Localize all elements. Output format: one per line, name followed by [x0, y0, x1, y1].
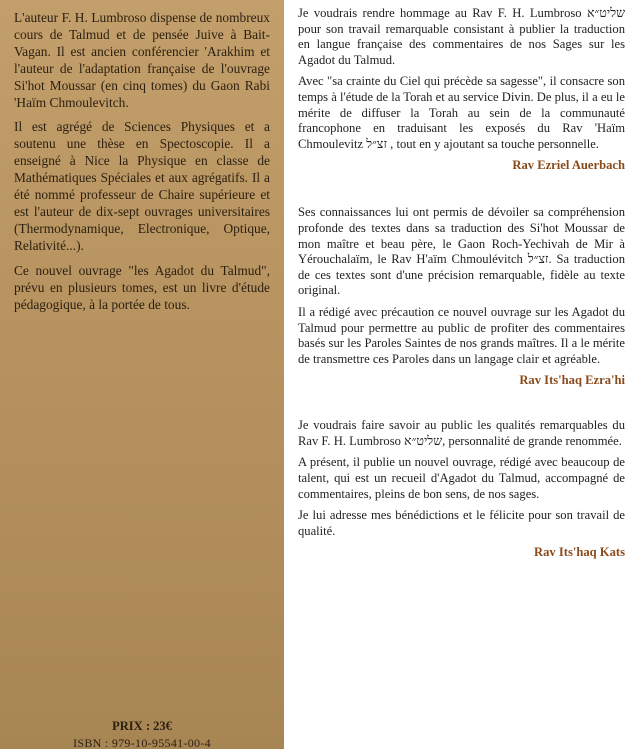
- testimonial-2-signature: Rav Its'haq Ezra'hi: [519, 373, 625, 388]
- testimonial-3-signature: Rav Its'haq Kats: [534, 545, 625, 560]
- testimonial-1-paragraph-1: Je voudrais rendre hommage au Rav F. H. Lumbroso שליט״א pour son travail remarquable consistant à publier la traduction en langue française des commentaires de nos Sages sur les Agadot du Talmud.: [298, 6, 625, 67]
- spacer: [298, 173, 625, 205]
- bio-paragraph-1: L'auteur F. H. Lumbroso dispense de nombreux cours de Talmud et de pensée Juive à Bait-Vagan. Il est ancien conférencier 'Arakhim et l'auteur de l'adaptation française de l'ouvrage Si'hot Moussar (en cinq tomes) du Gaon Rabi 'Haïm Chmoulevitch.: [14, 10, 270, 110]
- testimonial-1-paragraph-2: Avec "sa crainte du Ciel qui précède sa sagesse", il consacre son temps à l'étude de la Torah et au service Divin. De plus, il a eu le mérite de diffuser la Torah au sein de la communauté francophone en traduisant les exposés du Rav 'Haïm Chmoulevitz זצ״ל , tout en y ajoutant sa touche personnelle.: [298, 74, 625, 151]
- spacer: [298, 388, 625, 418]
- testimonial-3: [298, 418, 625, 560]
- testimonial-2-paragraph-1: Ses connaissances lui ont permis de dévoiler sa compréhension profonde des textes dans sa traduction des Si'hot Moussar de mon maître et beau père, le Gaon Roch-Yechivah de Mir à Yérouchalaïm, le Rav H'aïm Chmoulévitch זצ״ל. Sa traduction de ces textes sont d'une précision remarquable, fidèle au texte original.: [298, 205, 625, 298]
- testimonial-3-paragraph-3: Je lui adresse mes bénédictions et le félicite pour son travail de qualité.: [298, 508, 625, 538]
- testimonial-2: [298, 205, 625, 388]
- testimonials-panel: [284, 0, 639, 749]
- bio-paragraph-2: Il est agrégé de Sciences Physiques et a soutenu une thèse en Spectoscopie. Il a enseigné à Nice la Physique en classe de Mathématiques Spéciales et aux agrégatifs. Il a été nommé professeur de Chaire supérieure et est l'auteur de dix-sept ouvrages universitaires (Thermodynamique, Electronique, Optique, Relativité...).: [14, 119, 270, 253]
- author-bio-panel: [0, 0, 284, 749]
- isbn-label: ISBN : 979-10-95541-00-4: [73, 736, 211, 750]
- testimonial-1: [298, 6, 625, 173]
- testimonial-3-paragraph-2: A présent, il publie un nouvel ouvrage, rédigé avec beaucoup de talent, qui est un recueil d'Agadot du Talmud, accompagné de commentaires, pleins de bon sens, de nos sages.: [298, 455, 625, 501]
- bio-paragraph-3: Ce nouvel ouvrage "les Agadot du Talmud", prévu en plusieurs tomes, est un livre d'étude pédagogique, à la portée de tous.: [14, 262, 270, 312]
- price-label: PRIX : 23€: [112, 719, 172, 733]
- testimonial-2-paragraph-2: Il a rédigé avec précaution ce nouvel ouvrage sur les Agadot du Talmud pour permettre au public de profiter des commentaires basés sur les Paroles Saintes de nos grands maîtres. Il a le mérite de transmettre ces Paroles dans un langage clair et agréable.: [298, 304, 625, 366]
- testimonial-3-paragraph-1: Je voudrais faire savoir au public les qualités remarquables du Rav F. H. Lumbroso שליט״א, personnalité de grande renommée.: [298, 418, 625, 448]
- testimonial-1-signature: Rav Ezriel Auerbach: [512, 158, 625, 173]
